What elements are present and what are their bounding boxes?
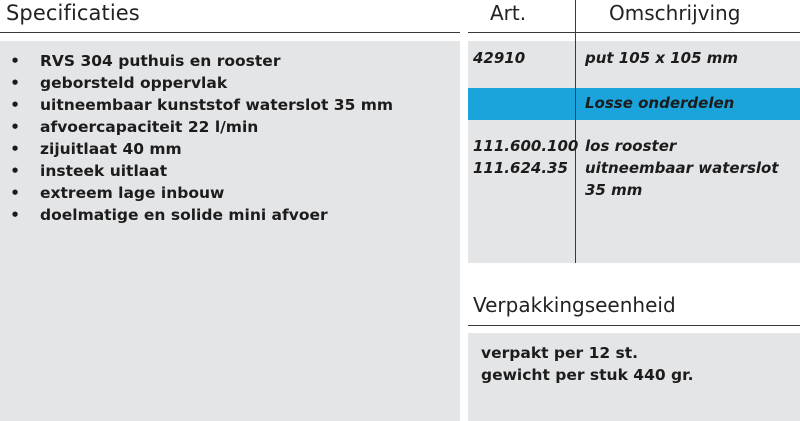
spec-item-text: insteek uitlaat [40, 162, 168, 180]
spec-item [8, 94, 393, 116]
specifications-list [8, 50, 393, 226]
spec-item-text: extreem lage inbouw [40, 184, 225, 202]
spec-item-text: doelmatige en solide mini afvoer [40, 206, 328, 224]
spec-item [8, 182, 393, 204]
specifications-title: Specificaties [6, 1, 140, 25]
main-article-description: put 105 x 105 mm [585, 49, 739, 67]
spec-item [8, 204, 393, 226]
spec-item [8, 160, 393, 182]
spec-item [8, 50, 393, 72]
packaging-divider [468, 325, 800, 326]
bullet-icon: • [10, 74, 20, 92]
column-header-art: Art. [490, 1, 527, 25]
bullet-icon: • [10, 140, 20, 158]
spec-item-text: afvoercapaciteit 22 l/min [40, 118, 259, 136]
part-description: uitneembaar waterslot [585, 159, 779, 177]
section-label: Losse onderdelen [585, 94, 735, 112]
packaging-line: verpakt per 12 st. [481, 344, 639, 362]
part-article-number: 111.624.35 [473, 159, 568, 177]
bullet-icon: • [10, 162, 20, 180]
part-description-continued: 35 mm [585, 181, 643, 199]
bullet-icon: • [10, 118, 20, 136]
bullet-icon: • [10, 184, 20, 202]
bullet-icon: • [10, 52, 20, 70]
spec-item [8, 116, 393, 138]
table-header-divider [468, 32, 800, 33]
part-description: los rooster [585, 137, 677, 155]
spec-item-text: RVS 304 puthuis en rooster [40, 52, 281, 70]
spec-item [8, 138, 393, 160]
spec-item-text: uitneembaar kunststof waterslot 35 mm [40, 96, 394, 114]
spec-item [8, 72, 393, 94]
part-article-number: 111.600.100 [473, 137, 579, 155]
column-header-description: Omschrijving [609, 1, 741, 25]
main-article-number: 42910 [473, 49, 526, 67]
bullet-icon: • [10, 206, 20, 224]
spec-item-text: geborsteld oppervlak [40, 74, 228, 92]
spec-item-text: zijuitlaat 40 mm [40, 140, 182, 158]
packaging-line: gewicht per stuk 440 gr. [481, 366, 694, 384]
bullet-icon: • [10, 96, 20, 114]
packaging-title: Verpakkingseenheid [473, 293, 676, 317]
specifications-divider [0, 32, 460, 33]
column-divider [575, 0, 576, 263]
